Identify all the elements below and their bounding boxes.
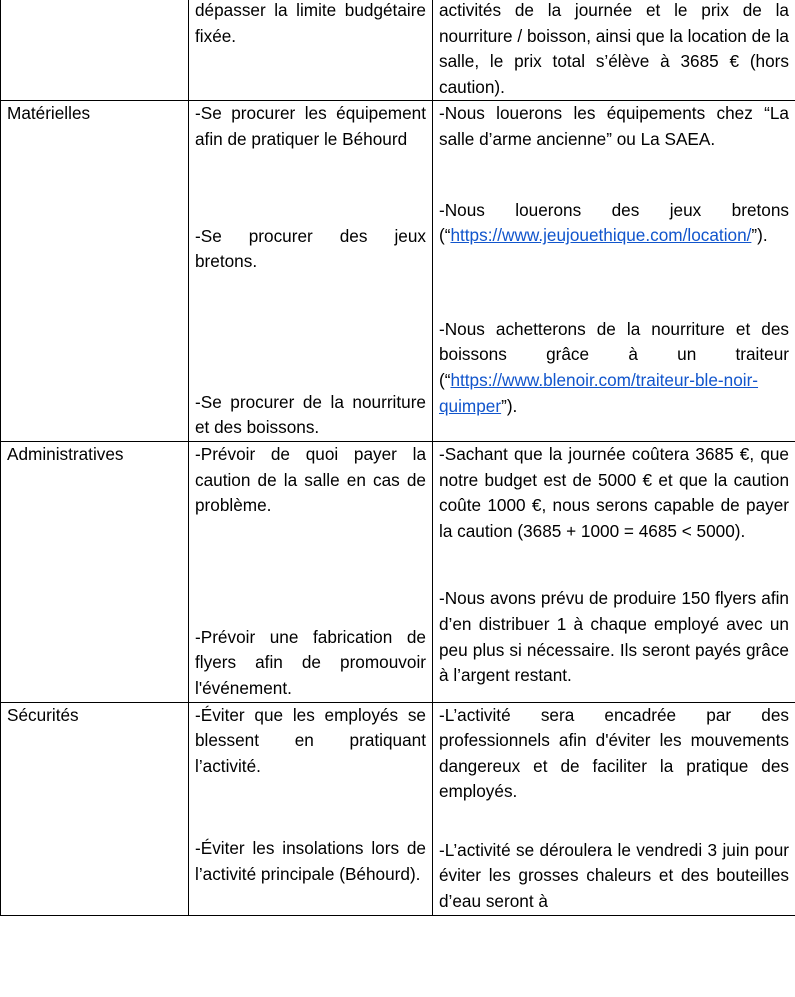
solution-text [439,317,789,419]
solution-text: -L’activité sera encadrée par des professionnels afin d'éviter les mouvements dangereux et de faciliter la pratique des employés. [439,704,789,802]
solutions-cell [433,441,795,702]
category-cell: Administratives [1,441,189,702]
jeujouethique-link[interactable]: https://www.jeujouethique.com/location/ [450,225,752,246]
solution-text: -Nous avons prévu de produire 150 flyers afin d’en distribuer 1 à chaque employé avec un peu plus si nécessaire. Ils seront payés grâce à l’argent restant. [439,588,789,686]
objective-text: -Se procurer les équipement afin de pratiquer le Béhourd [195,103,426,149]
objectives-cell [189,0,433,101]
objective-text: -Éviter les insolations lors de l’activité principale (Béhourd). [195,838,426,884]
solution-text-before: -Nous achetterons de la nourriture et des boissons grâce à un traiteur (“ [439,318,789,390]
solution-text-after: ”). [751,225,768,246]
solution-text-after: ”). [501,395,518,416]
solution-text: activités de la journée et le prix de la nourriture / boisson, ainsi que la location de la salle, le prix total s’élève à 3685 € (hors caution). [439,0,789,97]
table-row [1,0,795,101]
solution-text: -L’activité se déroulera le vendredi 3 juin pour éviter les grosses chaleurs et des bouteilles d’eau seront à [439,839,789,912]
objectives-cell [189,101,433,442]
table-row [1,101,795,442]
category-cell [1,0,189,101]
table-row [1,702,795,915]
objectives-cell [189,702,433,915]
objectives-cell [189,441,433,702]
solution-text-before: -Nous louerons des jeux bretons (“ [439,199,789,246]
solutions-cell [433,0,795,101]
objective-text: -Se procurer des jeux bretons. [195,225,426,272]
solution-text [439,198,789,249]
solution-text: -Sachant que la journée coûtera 3685 €, que notre budget est de 5000 € et que la caution coûte 1000 €, nous serons capable de payer la caution (3685 + 1000 = 4685 < 5000). [439,443,789,541]
blenoir-traiteur-link[interactable]: https://www.blenoir.com/traiteur-ble-noir-quimper [439,369,759,416]
table-row [1,441,795,702]
objective-text: -Prévoir de quoi payer la caution de la salle en cas de problème. [195,443,426,516]
category-cell: Sécurités [1,702,189,915]
objective-text: dépasser la limite budgétaire fixée. [195,0,426,46]
objective-text: -Se procurer de la nourriture et des boissons. [195,391,426,438]
objective-text: -Prévoir une fabrication de flyers afin de promouvoir l'événement. [195,626,426,698]
solution-text: -Nous louerons les équipements chez “La salle d’arme ancienne” ou La SAEA. [439,103,789,149]
solutions-cell [433,101,795,442]
solutions-cell [433,702,795,915]
objective-text: -Éviter que les employés se blessent en pratiquant l’activité. [195,704,426,776]
category-cell: Matérielles [1,101,189,442]
